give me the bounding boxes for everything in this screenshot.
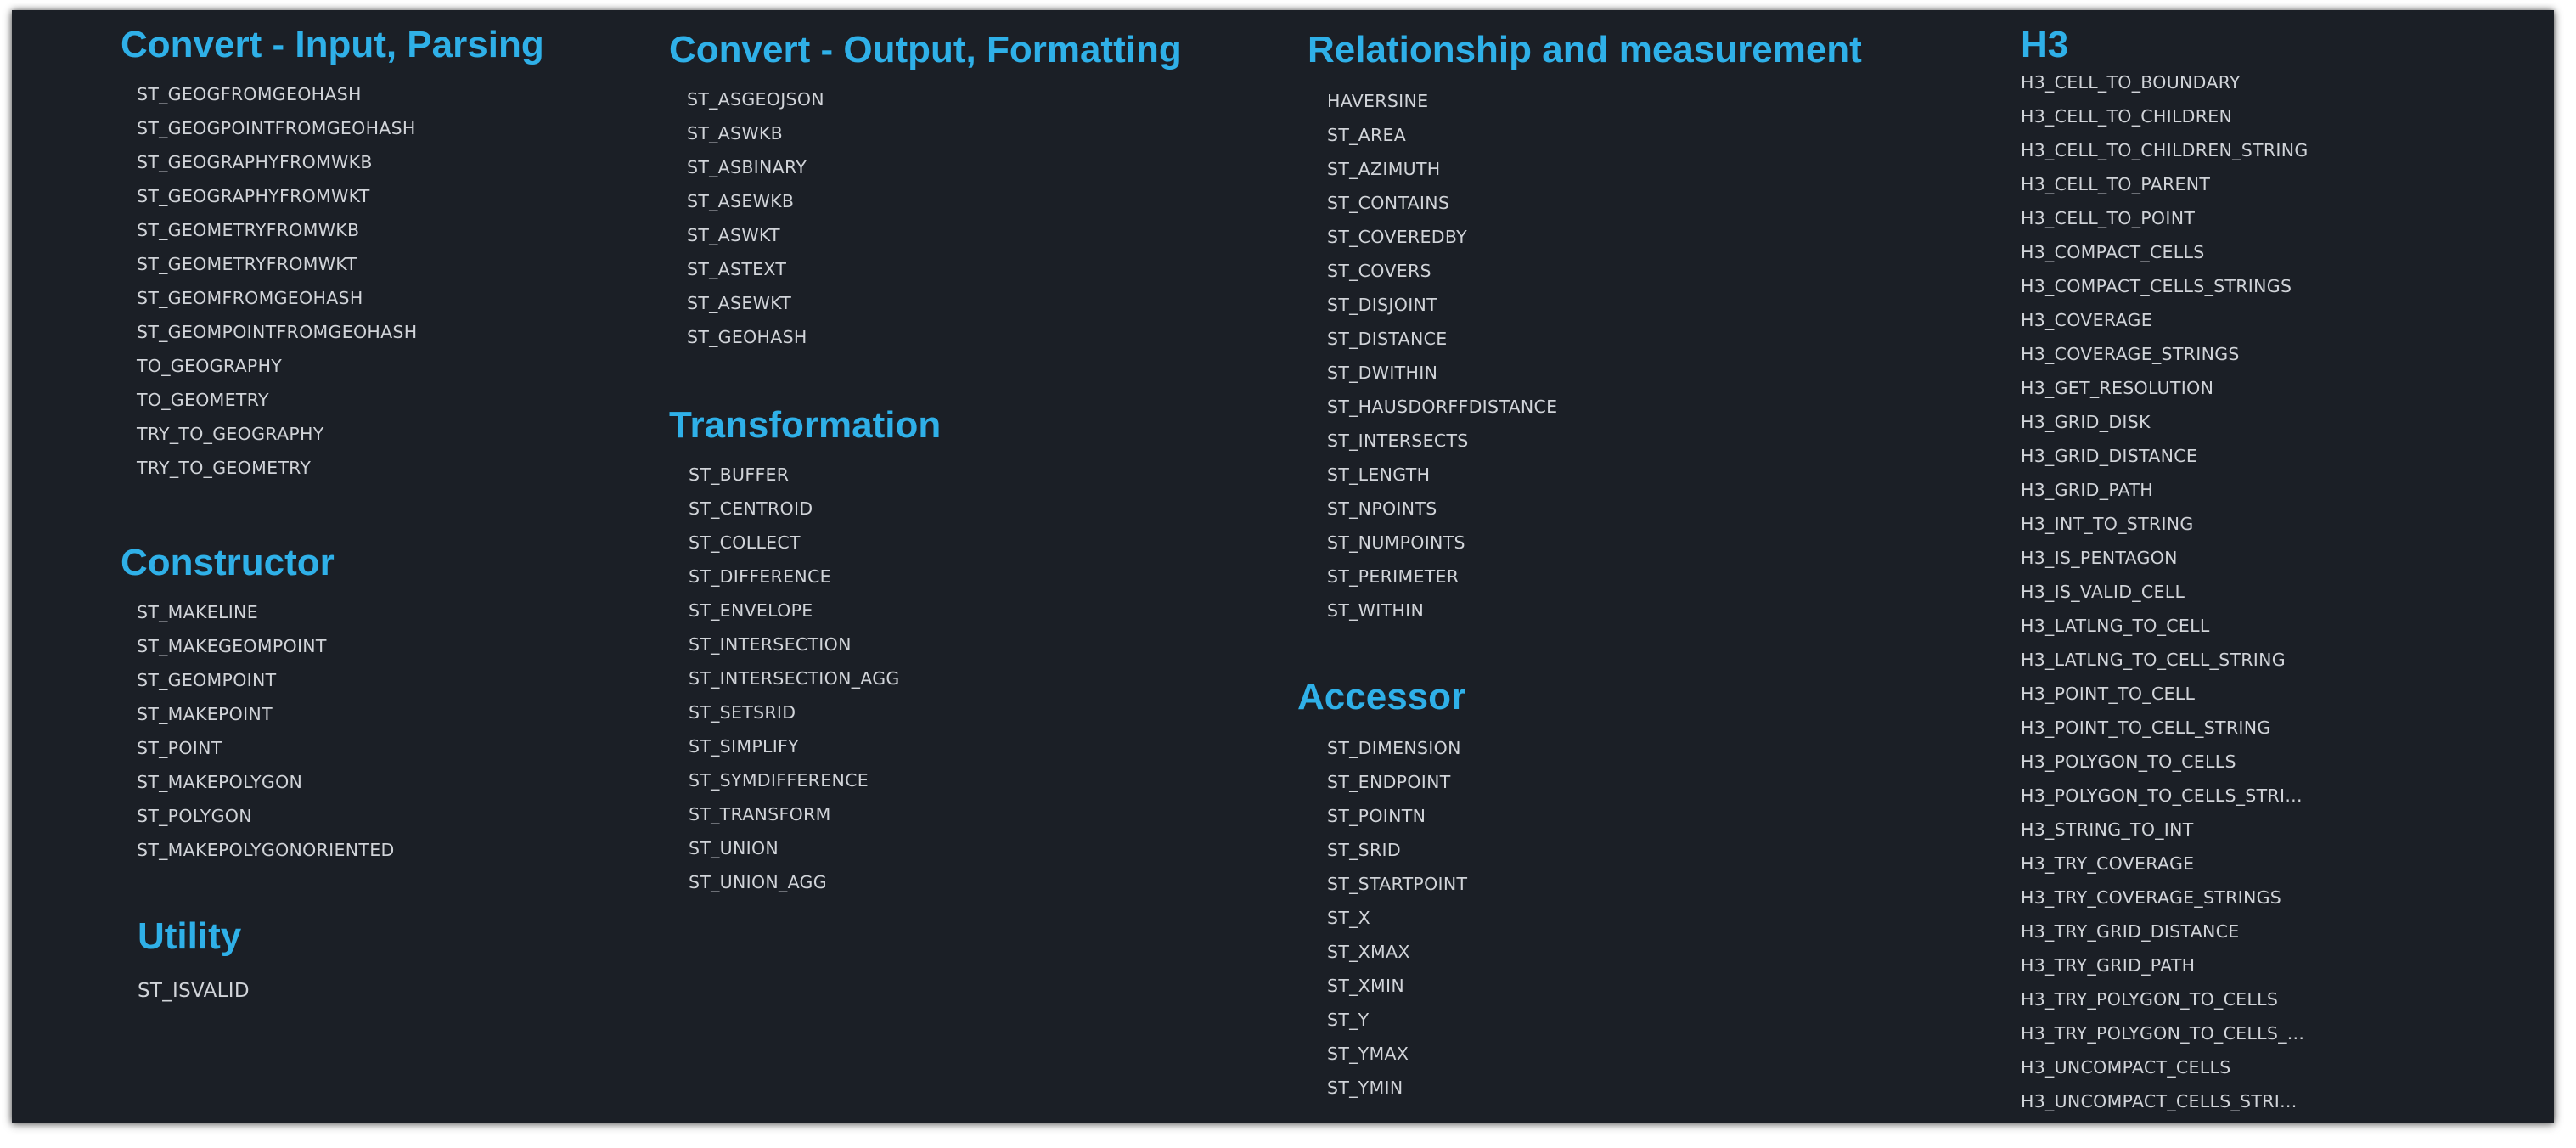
function-item: ST_WITHIN (1327, 600, 1425, 622)
function-item: ST_ENDPOINT (1327, 772, 1451, 793)
function-list (137, 77, 544, 485)
function-item: ST_MAKELINE (137, 602, 258, 623)
function-item: H3_COVERAGE (2021, 310, 2152, 331)
function-item: ST_PERIMETER (1327, 566, 1460, 588)
function-item: ST_CONTAINS (1327, 193, 1450, 214)
function-item: H3_CELL_TO_CHILDREN (2021, 106, 2233, 127)
function-item: ST_X (1327, 908, 1371, 929)
function-item: ST_GEOGRAPHYFROMWKT (137, 186, 370, 207)
function-list (138, 974, 250, 1008)
function-item: ST_ASBINARY (687, 157, 807, 178)
function-list (2021, 65, 2309, 1118)
function-item: ST_YMAX (1327, 1044, 1409, 1065)
function-item: ST_SYMDIFFERENCE (689, 770, 869, 791)
function-item: H3_CELL_TO_BOUNDARY (2021, 72, 2241, 93)
function-item: H3_COVERAGE_STRINGS (2021, 344, 2240, 365)
section-title: Accessor (1297, 676, 1466, 718)
function-item: ST_POLYGON (137, 806, 252, 827)
function-item: H3_IS_PENTAGON (2021, 548, 2178, 569)
function-item: ST_POINT (137, 738, 222, 759)
function-item: H3_GRID_DISTANCE (2021, 446, 2198, 467)
function-item: ST_UNION_AGG (689, 872, 827, 893)
section-accessor (1297, 676, 1467, 1105)
section-title: Utility (138, 915, 242, 957)
function-item: ST_MAKEPOLYGONORIENTED (137, 840, 395, 861)
function-item: ST_LENGTH (1327, 464, 1431, 486)
function-item: ST_ENVELOPE (689, 600, 813, 622)
function-item: ST_GEOMFROMGEOHASH (137, 288, 363, 309)
function-item: H3_POINT_TO_CELL (2021, 684, 2196, 705)
function-item: ST_ASEWKB (687, 191, 795, 212)
function-item: ST_DISTANCE (1327, 329, 1448, 350)
section-title: Convert - Output, Formatting (669, 29, 1182, 70)
section-relationship-measurement (1308, 29, 1862, 627)
function-list (689, 458, 941, 899)
function-item: ST_GEOMETRYFROMWKT (137, 254, 357, 275)
section-title: Constructor (121, 542, 335, 583)
function-item: ST_AREA (1327, 125, 1407, 146)
function-item: H3_TRY_GRID_PATH (2021, 955, 2196, 976)
function-item: ST_GEOGRAPHYFROMWKB (137, 152, 373, 173)
function-item: ST_INTERSECTS (1327, 430, 1469, 452)
function-item: H3_COMPACT_CELLS_STRINGS (2021, 276, 2292, 297)
function-item: H3_LATLNG_TO_CELL (2021, 616, 2210, 637)
function-item: H3_UNCOMPACT_CELLS_STRI... (2021, 1091, 2298, 1112)
function-item: ST_DISJOINT (1327, 295, 1438, 316)
function-item: ST_SRID (1327, 840, 1401, 861)
function-item: H3_GRID_PATH (2021, 480, 2153, 501)
function-list (1327, 731, 1467, 1105)
function-list (687, 82, 1182, 354)
function-item: ST_XMAX (1327, 942, 1410, 963)
function-list (1327, 84, 1862, 627)
function-item: H3_TRY_POLYGON_TO_CELLS (2021, 989, 2279, 1010)
function-item: TO_GEOMETRY (137, 390, 269, 411)
section-constructor (121, 542, 395, 867)
function-item: H3_CELL_TO_CHILDREN_STRING (2021, 140, 2309, 161)
function-item: TO_GEOGRAPHY (137, 356, 283, 377)
function-item: H3_GRID_DISK (2021, 412, 2151, 433)
function-item: H3_TRY_GRID_DISTANCE (2021, 921, 2240, 943)
function-item: ST_MAKEPOLYGON (137, 772, 303, 793)
function-item: ST_UNION (689, 838, 779, 859)
function-list (137, 595, 395, 867)
function-item: ST_ASTEXT (687, 259, 787, 280)
function-item: TRY_TO_GEOGRAPHY (137, 424, 324, 445)
function-item: ST_HAUSDORFFDISTANCE (1327, 397, 1558, 418)
function-item: ST_AZIMUTH (1327, 159, 1441, 180)
function-item: ST_ASWKT (687, 225, 780, 246)
function-item: ST_GEOMPOINTFROMGEOHASH (137, 322, 418, 343)
function-item: ST_Y (1327, 1010, 1370, 1031)
function-item: ST_ASGEOJSON (687, 89, 824, 110)
function-item: ST_SETSRID (689, 702, 796, 723)
function-item: H3_TRY_COVERAGE_STRINGS (2021, 887, 2282, 909)
function-item: ST_NPOINTS (1327, 498, 1437, 520)
function-item: ST_GEOGFROMGEOHASH (137, 84, 362, 105)
function-item: ST_XMIN (1327, 976, 1404, 997)
function-item: H3_LATLNG_TO_CELL_STRING (2021, 650, 2286, 671)
section-convert-output (669, 29, 1182, 354)
function-item: ST_ISVALID (138, 980, 250, 1003)
function-item: ST_YMIN (1327, 1078, 1403, 1099)
section-title: Relationship and measurement (1308, 29, 1862, 70)
function-item: ST_COVEREDBY (1327, 227, 1467, 248)
section-title: Transformation (669, 404, 942, 446)
function-item: ST_DIFFERENCE (689, 566, 831, 588)
function-item: TRY_TO_GEOMETRY (137, 458, 312, 479)
function-item: ST_MAKEGEOMPOINT (137, 636, 327, 657)
function-item: ST_NUMPOINTS (1327, 532, 1465, 554)
function-item: ST_COVERS (1327, 261, 1431, 282)
function-item: H3_IS_VALID_CELL (2021, 582, 2185, 603)
function-item: ST_GEOGPOINTFROMGEOHASH (137, 118, 416, 139)
function-item: ST_GEOMPOINT (137, 670, 277, 691)
function-item: H3_INT_TO_STRING (2021, 514, 2194, 535)
function-item: H3_UNCOMPACT_CELLS (2021, 1057, 2231, 1078)
function-item: H3_POLYGON_TO_CELLS_STRI... (2021, 785, 2303, 807)
function-item: ST_COLLECT (689, 532, 801, 554)
function-item: ST_CENTROID (689, 498, 813, 520)
function-item: ST_BUFFER (689, 464, 790, 486)
function-item: ST_MAKEPOINT (137, 704, 273, 725)
function-item: H3_CELL_TO_PARENT (2021, 174, 2211, 195)
function-item: ST_DIMENSION (1327, 738, 1461, 759)
section-title: Convert - Input, Parsing (121, 24, 544, 65)
function-item: H3_TRY_POLYGON_TO_CELLS_... (2021, 1023, 2305, 1044)
section-h3 (2021, 24, 2309, 1118)
function-item: H3_STRING_TO_INT (2021, 819, 2194, 841)
function-item: ST_STARTPOINT (1327, 874, 1468, 895)
function-item: ST_SIMPLIFY (689, 736, 799, 757)
function-reference-panel (12, 10, 2554, 1123)
function-item: H3_POINT_TO_CELL_STRING (2021, 718, 2271, 739)
function-item: ST_ASEWKT (687, 293, 792, 314)
function-item: H3_CELL_TO_POINT (2021, 208, 2196, 229)
section-transformation (669, 404, 941, 899)
function-item: ST_INTERSECTION (689, 634, 852, 656)
function-item: ST_POINTN (1327, 806, 1426, 827)
function-item: ST_INTERSECTION_AGG (689, 668, 900, 689)
function-item: ST_GEOMETRYFROMWKB (137, 220, 360, 241)
function-item: ST_ASWKB (687, 123, 783, 144)
function-item: H3_POLYGON_TO_CELLS (2021, 751, 2236, 773)
function-item: H3_GET_RESOLUTION (2021, 378, 2214, 399)
function-item: ST_DWITHIN (1327, 363, 1438, 384)
function-item: ST_TRANSFORM (689, 804, 831, 825)
function-item: ST_GEOHASH (687, 327, 807, 348)
section-convert-input (121, 24, 544, 485)
function-item: H3_COMPACT_CELLS (2021, 242, 2205, 263)
function-item: H3_TRY_COVERAGE (2021, 853, 2195, 875)
section-utility (138, 915, 250, 1008)
function-item: HAVERSINE (1327, 91, 1429, 112)
section-title: H3 (2021, 24, 2069, 65)
